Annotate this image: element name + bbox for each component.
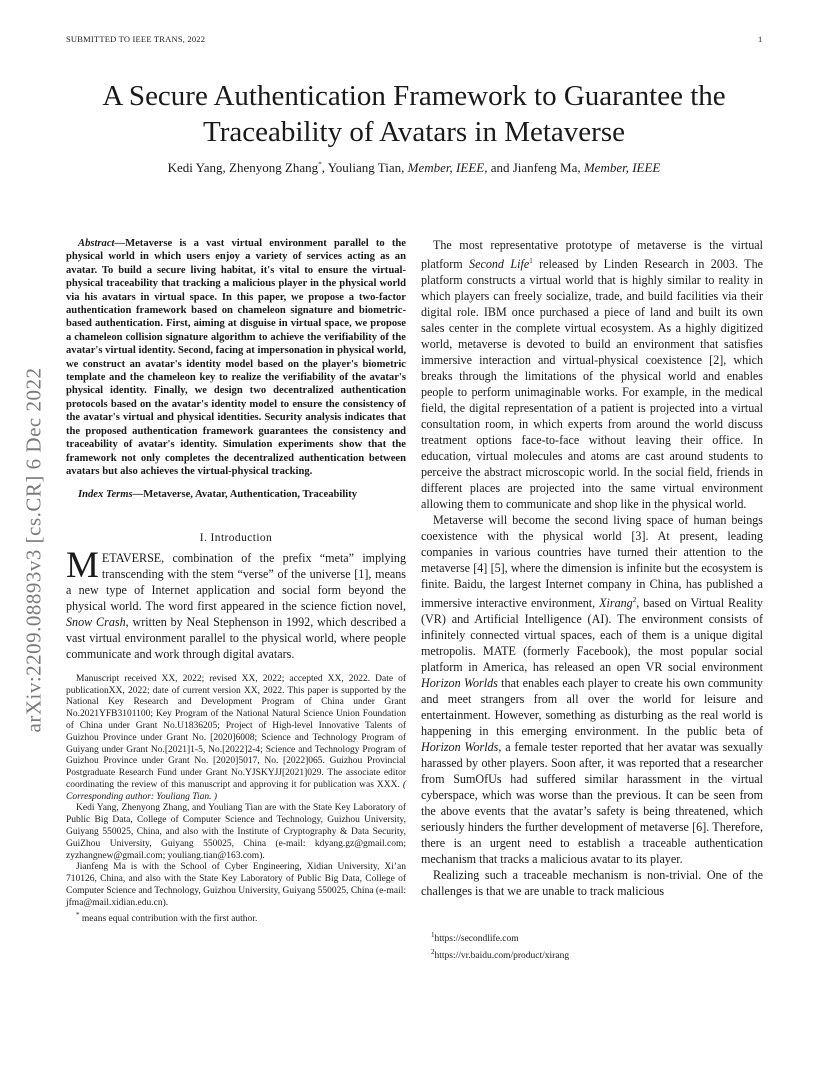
footnote-2	[421, 946, 763, 963]
p2-text-g: . Therefore, there is an urgent need to establish a traceable authentication mechanism that tracks a malicious avatar to its player.	[421, 820, 763, 867]
p2-text-d: , based on Virtual Reality (VR) and Artificial Intelligence (AI). The environment consists of infinitely connected virtual spaces, each of them is a unique digital metropolis. MATE (formerly Facebook), the most popular social platform in America, has released an open VR social environment	[421, 596, 763, 675]
equal-contribution-note	[66, 910, 406, 926]
paper-title: A Secure Authentication Framework to Guarantee the Traceability of Avatars in Metaverse	[102, 80, 726, 148]
arxiv-id: arXiv:2209.08893v3 [cs.CR] 6 Dec 2022	[21, 367, 46, 733]
p1-text-c: , which breaks through the limitations of the physical world and enables people to perform unimaginable works. For example, in the medical field, the digital representation of a patient is projected into a virtual consultation room, in which experts from around the world discuss treatment options face-to-face without leaving their office. In education, virtual molecules and atoms are cast around students to perceive the abstract microscopic world. In the social field, friends in different places are projected into the same virtual environment allowing them to communicate and shop like in the physical world.	[421, 353, 763, 512]
citation-link[interactable]: [3]	[631, 529, 646, 544]
funding-text: Manuscript received XX, 2022; revised XX, 2022; accepted XX, 2022. Date of publicationXX, 2022; date of current version XX, 2022. This paper is supported by the National Key Research and Development Program of China under Grant No.2021YFB3101100; Key Program of the National Natural Science Union Foundation of China under Grant No.U1836205; Project of High-level Innovative Talents of Guizhou Province under Grant No. [2020]6008; Science and Technology Program of Guiyang under Grant No.[2021]1-5, No.[2022]2-4; Science and Technology Program of Guizhou Province under Grant No. [2020]5017, No. [2022]065. Guizhou Provincial Postgraduate Research Fund under Grant No.YJSKYJJ[2021]029. The associate editor coordinating the review of this manuscript and approving it for publication was XXX.	[66, 673, 406, 790]
p1-text-a: The most representative prototype of metaverse is the virtual platform	[421, 238, 763, 272]
intro-text-c: , written by Neal Stephenson in 1992, which described a vast virtual environment parallel to the physical world, where people communicate and work through digital avatars.	[66, 614, 406, 661]
xirang-term: Xirang	[599, 596, 633, 611]
drop-cap: M	[66, 544, 99, 586]
body-paragraph-3: Realizing such a traceable mechanism is non-trivial. One of the challenges is that we are unable to track malicious	[421, 868, 763, 899]
intro-text-b: , means a new type of Internet application and social form beyond the physical world. The word first appeared in the science fiction novel,	[66, 566, 406, 613]
index-terms-text: —Metaverse, Avatar, Authentication, Traceability	[132, 489, 358, 501]
novel-title: Snow Crash	[66, 614, 126, 629]
author-names-2: , Youliang Tian,	[321, 160, 408, 175]
footnote-number: 2	[431, 948, 435, 957]
arxiv-watermark	[22, 290, 46, 810]
affiliation-note-2: Jianfeng Ma is with the School of Cyber Engineering, Xidian University, Xi’an 710126, China, and also with the State Key Laboratory of Public Big Data, College of Computer Science and Technology, Guizhou University, Guiyang 550025, China (e-mail: jfma@mail.xidian.edu.cn).	[66, 862, 406, 908]
citation-link[interactable]: [2]	[709, 353, 724, 368]
intro-paragraph	[66, 544, 406, 662]
footnote-number: 1	[431, 931, 435, 940]
p2-text-e: that enables each player to create his own community and meet strangers from all over the world for leisure and entertainment. However, something as disturbing as the real world is happening in this emerging environment. In the public beta of	[421, 676, 763, 739]
abstract-label: Abstract	[78, 238, 115, 249]
footnote-url[interactable]: https://secondlife.com	[434, 934, 519, 945]
horizon-worlds-term: Horizon Worlds	[421, 676, 498, 691]
right-column	[421, 237, 763, 963]
footnote-url[interactable]: https://vr.baidu.com/product/xirang	[434, 951, 570, 962]
horizon-worlds-term: Horizon Worlds	[421, 740, 499, 755]
footnote-1	[421, 929, 763, 946]
author-footnotes	[66, 674, 406, 926]
p2-text-a: Metaverse will become the second living space of human beings coexistence with the physical world	[421, 513, 763, 544]
author-role-2: Member, IEEE	[583, 160, 661, 175]
citation-link[interactable]: [6]	[692, 820, 707, 835]
equal-contribution-text: means equal contribution with the first author.	[79, 913, 258, 924]
left-column	[66, 237, 406, 926]
intro-text-a: ETAVERSE, combination of the prefix “meta” implying transcending with the stem “verse” of the universe	[101, 550, 406, 581]
author-line	[40, 160, 788, 176]
body-paragraph-1	[421, 237, 763, 512]
second-life-term: Second Life	[469, 257, 530, 272]
corresponding-author: ( Corresponding author: Youliang Tian. )	[66, 779, 406, 802]
p2-text-c: , where the dimension is infinite but the ecosystem is finite. Baidu, the largest Internet company in China, has published a immersive interactive environment,	[421, 561, 763, 611]
p2-text-b: . At present, leading companies in various countries have turned their attention to the metaverse	[421, 529, 763, 576]
running-header: SUBMITTED TO IEEE TRANS, 2022	[66, 34, 206, 44]
abstract	[66, 237, 406, 478]
equal-contribution-mark: *	[318, 160, 322, 169]
equal-contribution-symbol: *	[76, 910, 80, 919]
citation-link[interactable]: [1]	[354, 566, 369, 581]
citation-link[interactable]: [4]	[473, 561, 488, 576]
footnote-link[interactable]: 2	[632, 596, 637, 605]
p2-text-f: , a female tester reported that her avatar was sexually harassed by other players. Soon after, it was reported that a researcher from SumOfUs had suffered similar harassment in the virtual cyberspace, which was worse than the previous. It can be seen from the above events that the avatar’s safety is being threatened, which seriously hinders the further development of metaverse	[421, 740, 763, 835]
url-footnotes	[421, 929, 763, 963]
section-heading: I. Introduction	[199, 531, 273, 544]
page-number: 1	[758, 34, 763, 44]
author-names-3: and Jianfeng Ma,	[487, 160, 584, 175]
funding-note	[66, 674, 406, 804]
footnote-link[interactable]: 1	[529, 257, 533, 265]
index-terms	[66, 488, 406, 501]
citation-link[interactable]: [5]	[490, 561, 505, 576]
author-names: Kedi Yang, Zhenyong Zhang	[167, 160, 319, 175]
body-paragraph-2	[421, 512, 763, 867]
affiliation-note: Kedi Yang, Zhenyong Zhang, and Youliang Tian are with the State Key Laboratory of Public Big Data, College of Computer Science and Technology, Guizhou University, Guiyang 550025, China, and also with the Institute of Cryptography & Data Security, GuiZhou University, Guiyang 550025, China (e-mail: kdyang.gz@gmail.com; zyzhangnew@gmail.com; youliang.tian@163.com).	[66, 803, 406, 861]
abstract-text: —Metaverse is a vast virtual environment parallel to the physical world in which users enjoy a variety of services acting as an avatar. To build a secure living habitat, it's vital to ensure the virtual-physical traceability that tracking a malicious player in the physical world via his avatars in virtual space. In this paper, we propose a two-factor authentication framework based on chameleon signature and biometric-based authentication. First, aiming at disguise in virtual space, we propose a chameleon collision signature algorithm to achieve the verifiability of the avatar's virtual identity. Second, facing at impersonation in physical world, we construct an avatar's identity model based on the player's biometric template and the chameleon key to realize the verifiability of the avatar's physical identity. Finally, we design two decentralized authentication protocols based on the avatar's identity model to ensure the consistency of the avatar's virtual and physical identities. Security analysis indicates that the proposed authentication framework guarantees the consistency and traceability of avatar's identity. Simulation experiments show that the framework not only completes the decentralized authentication between avatars but also achieves the virtual-physical tracking.	[66, 238, 406, 477]
p1-text-b: released by Linden Research in 2003. The platform constructs a virtual world that is highly similar to reality in which players can freely socialize, trade, and build facilities via their digital role. IBM once purchased a piece of land and built its own sales center in the complete virtual ecosystem. As a highly digitized world, metaverse is devoted to build an environment that satisfies immersive interaction and virtual-physical coexistence	[421, 257, 763, 368]
index-terms-label: Index Terms	[78, 489, 133, 501]
author-role: Member, IEEE,	[407, 160, 488, 175]
